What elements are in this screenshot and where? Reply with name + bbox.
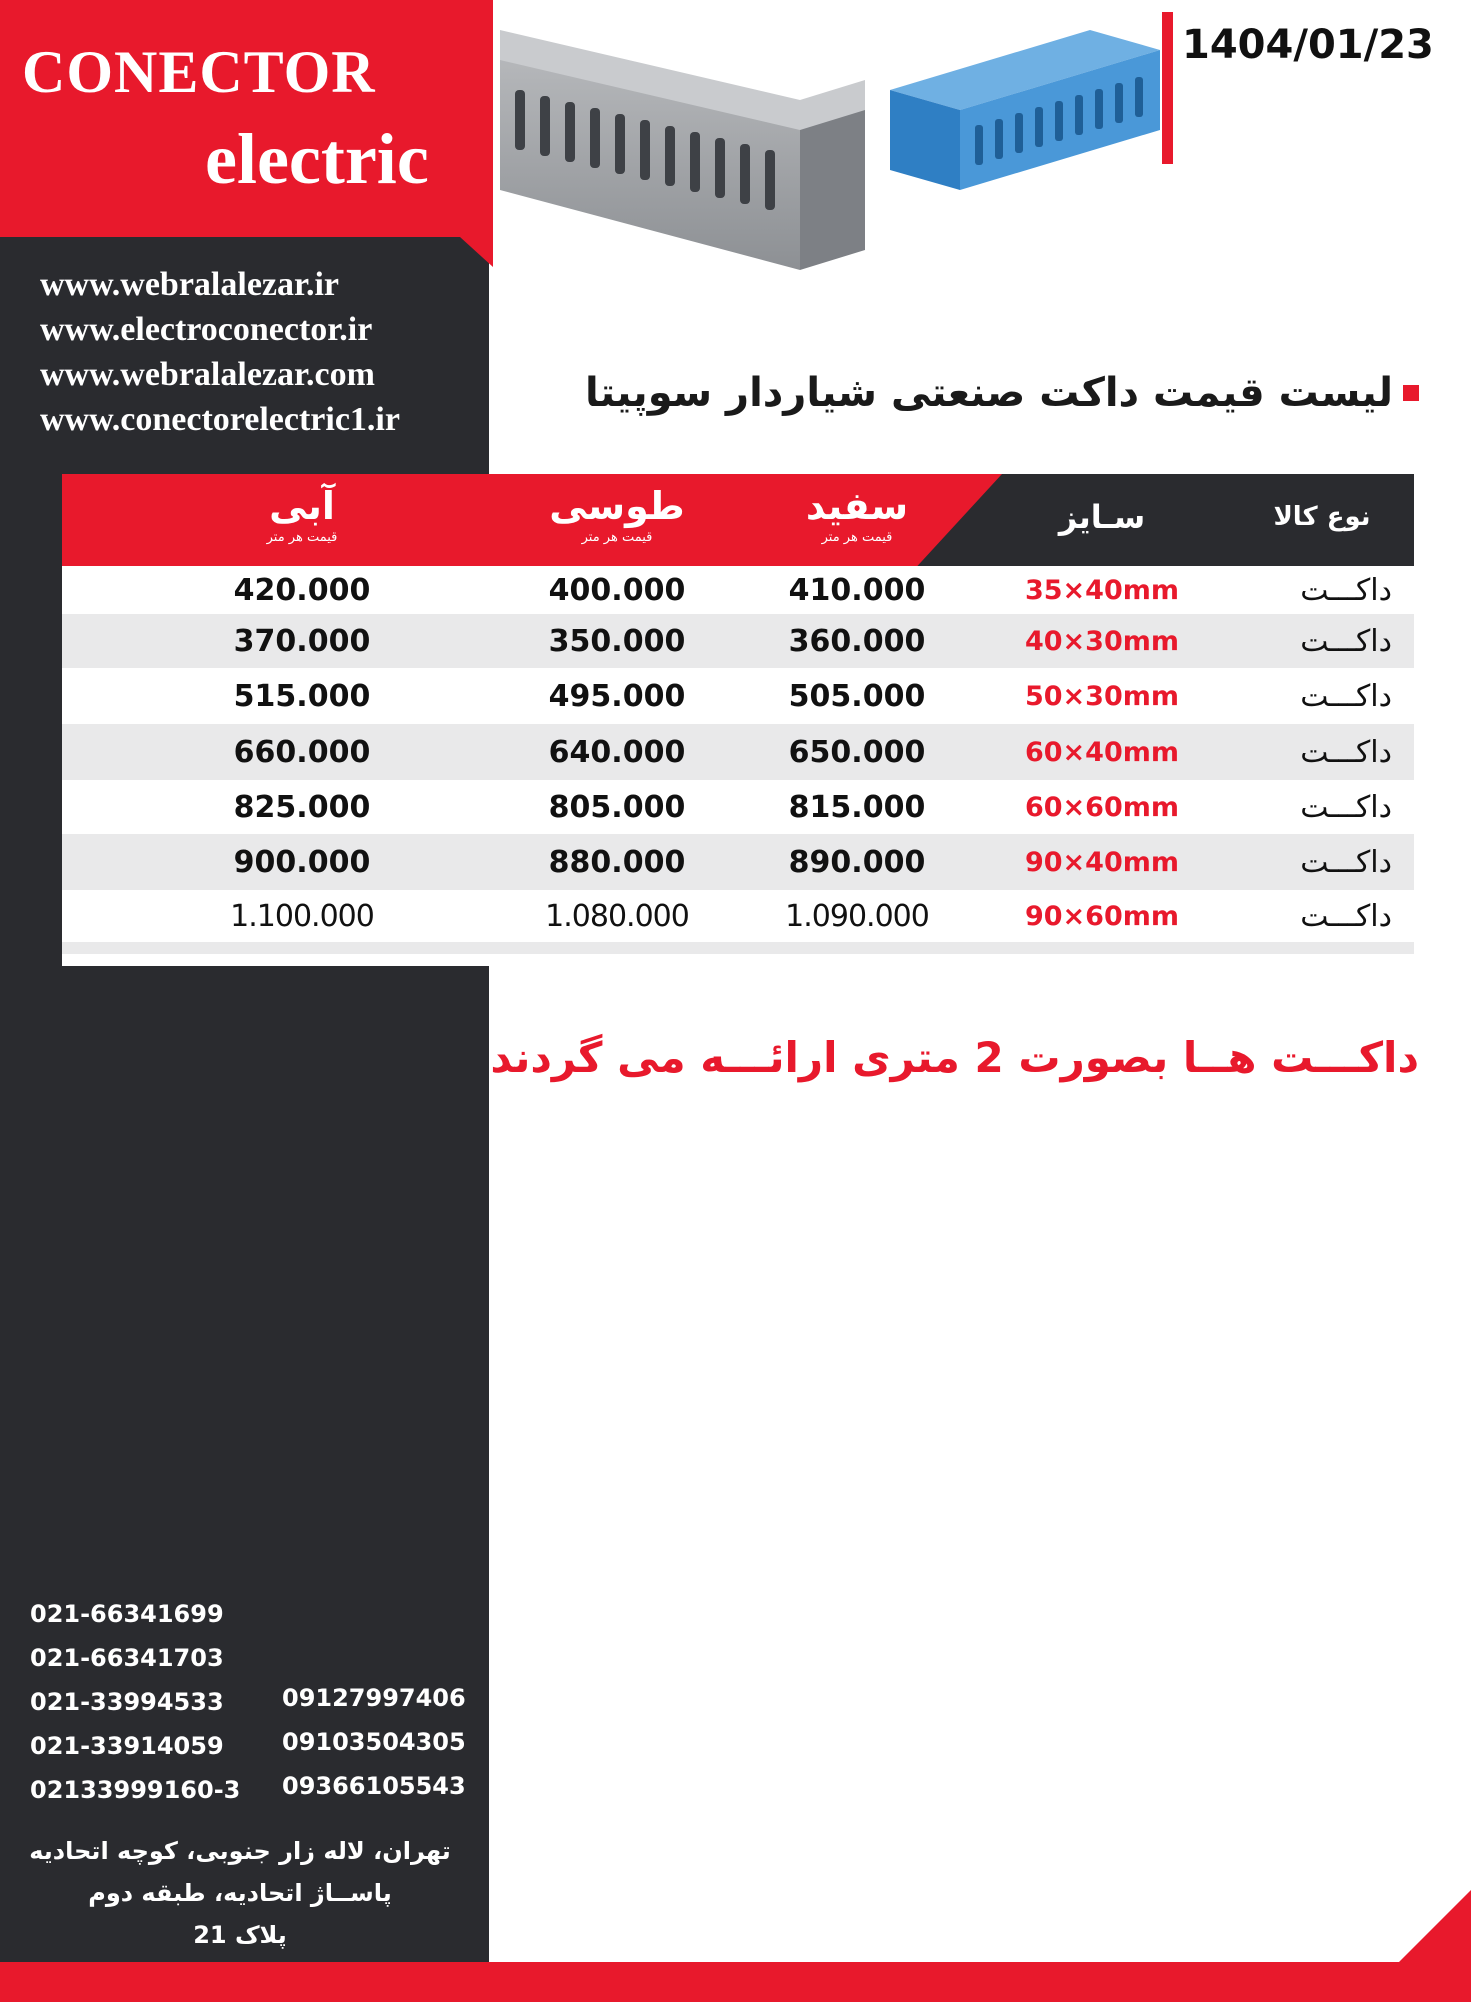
website-link[interactable]: www.webralalezar.com: [40, 356, 375, 393]
header-gray-column: [482, 482, 752, 546]
website-list: [40, 262, 400, 442]
price-gray: 350.000: [548, 623, 686, 659]
delivery-notice: داکـــت هــا بصورت 2 متری ارائـــه می گردند: [490, 1033, 1419, 1082]
price-blue: 515.000: [233, 678, 371, 714]
mobile-number[interactable]: 09366105543: [282, 1772, 466, 1800]
table-row: [62, 780, 1414, 834]
mobile-number[interactable]: 09103504305: [282, 1728, 466, 1756]
price-gray: 400.000: [548, 572, 686, 608]
price-blue: 660.000: [233, 734, 371, 770]
price-white: 890.000: [788, 844, 926, 880]
price-blue: 1.100.000: [230, 898, 374, 934]
bottom-band: [0, 1962, 1471, 2002]
table-header: [62, 474, 1414, 566]
date-accent-bar: [1162, 12, 1173, 164]
address-block: [20, 1830, 460, 1956]
price-white: 505.000: [788, 678, 926, 714]
price-white: 410.000: [788, 572, 926, 608]
page-title: لیست قیمت داکت صنعتی شیاردار سوپیتا: [585, 370, 1393, 416]
website-link[interactable]: www.conectorelectric1.ir: [40, 401, 400, 438]
header-price-unit: قیمت هر متر: [266, 530, 338, 545]
price-blue: 370.000: [233, 623, 371, 659]
product-type: داکـــت: [1300, 572, 1392, 608]
size-value: 40×30mm: [1024, 625, 1180, 657]
date-label: 1404/01/23: [1182, 22, 1434, 68]
price-white: 360.000: [788, 623, 926, 659]
size-value: 90×60mm: [1024, 900, 1180, 932]
brand-name-line2: electric: [205, 119, 429, 199]
phone-number[interactable]: 021-33914059: [30, 1732, 224, 1760]
phone-list-landline: [30, 1592, 240, 1812]
table-row: [62, 614, 1414, 668]
table-row: [62, 890, 1414, 942]
product-type: داکـــت: [1300, 623, 1392, 659]
price-gray: 880.000: [548, 844, 686, 880]
table-row: [62, 724, 1414, 780]
header-blue-label: آبی: [269, 484, 335, 528]
price-white: 650.000: [788, 734, 926, 770]
header-price-unit: قیمت هر متر: [821, 530, 893, 545]
table-row: [62, 566, 1414, 614]
gray-duct-image: [500, 20, 865, 270]
header-white-label: سفید: [805, 484, 909, 528]
phone-number[interactable]: 021-66341699: [30, 1600, 224, 1628]
price-gray: 495.000: [548, 678, 686, 714]
phone-number[interactable]: 021-66341703: [30, 1644, 224, 1672]
price-blue: 900.000: [233, 844, 371, 880]
phone-number[interactable]: 02133999160-3: [30, 1776, 241, 1804]
product-type: داکـــت: [1300, 898, 1392, 934]
table-row: [62, 834, 1414, 890]
price-table: [62, 474, 1414, 966]
product-type: داکـــت: [1300, 678, 1392, 714]
price-white: 815.000: [788, 789, 926, 825]
header-blue-column: [167, 482, 437, 546]
address-line: پلاک 21: [193, 1921, 287, 1949]
price-blue: 825.000: [233, 789, 371, 825]
header-gray-label: طوسی: [549, 484, 685, 528]
header-size-label: سـایز: [1058, 498, 1146, 536]
table-row: [62, 668, 1414, 724]
title-block: [585, 370, 1419, 416]
size-value: 50×30mm: [1024, 680, 1180, 712]
product-type: داکـــت: [1300, 844, 1392, 880]
price-white: 1.090.000: [785, 898, 929, 934]
brand-name-line1: CONECTOR: [22, 39, 376, 105]
phone-number[interactable]: 021-33994533: [30, 1688, 224, 1716]
phone-list-mobile: [282, 1676, 466, 1808]
website-link[interactable]: www.webralalezar.ir: [40, 266, 340, 303]
header-white-column: [722, 482, 992, 546]
price-gray: 1.080.000: [545, 898, 689, 934]
website-link[interactable]: www.electroconector.ir: [40, 311, 373, 348]
title-bullet-icon: [1403, 385, 1419, 401]
blue-duct-image: [890, 20, 1160, 190]
price-gray: 805.000: [548, 789, 686, 825]
product-type: داکـــت: [1300, 789, 1392, 825]
address-line: تهران، لاله زار جنوبی، کوچه اتحادیه: [29, 1837, 451, 1865]
brand-notch-decoration: [460, 237, 493, 267]
product-type: داکـــت: [1300, 734, 1392, 770]
mobile-number[interactable]: 09127997406: [282, 1684, 466, 1712]
price-gray: 640.000: [548, 734, 686, 770]
header-product-type-label: نوع کالا: [1273, 502, 1371, 532]
header-price-unit: قیمت هر متر: [581, 530, 653, 545]
price-blue: 420.000: [233, 572, 371, 608]
size-value: 90×40mm: [1024, 846, 1180, 878]
size-value: 35×40mm: [1024, 574, 1180, 606]
bottom-corner-decoration: [1399, 1890, 1471, 1962]
size-value: 60×60mm: [1024, 791, 1180, 823]
brand-banner: [0, 0, 493, 237]
size-value: 60×40mm: [1024, 736, 1180, 768]
table-footer-strip: [62, 942, 1414, 954]
address-line: پاســاژ اتحادیه، طبقه دوم: [88, 1879, 392, 1907]
